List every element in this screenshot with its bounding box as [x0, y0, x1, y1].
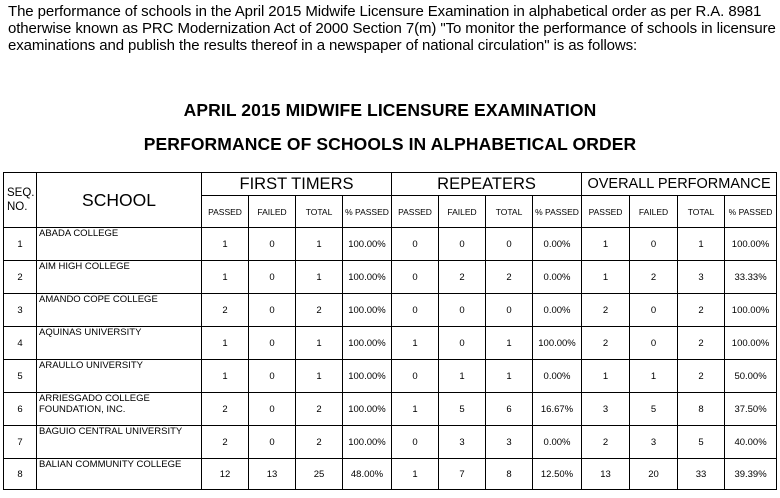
data-cell: 1 [439, 360, 486, 393]
data-cell: 3 [678, 261, 725, 294]
data-cell: 0 [249, 426, 296, 459]
data-cell: 2 [582, 426, 630, 459]
repeaters-failed-header: FAILED [439, 196, 486, 228]
overall-total-header: TOTAL [678, 196, 725, 228]
first-timers-percent-header: % PASSED [343, 196, 392, 228]
data-cell: 13 [582, 459, 630, 490]
table-row [4, 393, 777, 426]
data-cell: 0.00% [533, 360, 582, 393]
group-header-row [4, 173, 777, 196]
data-cell: 2 [582, 294, 630, 327]
table-row [4, 228, 777, 261]
data-cell: 0.00% [533, 228, 582, 261]
data-cell: 0 [249, 393, 296, 426]
data-cell: 1 [296, 360, 343, 393]
data-cell: 0 [486, 228, 533, 261]
seq-no-cell: 3 [4, 294, 37, 327]
seq-no-cell: 6 [4, 393, 37, 426]
data-cell: 0 [630, 294, 678, 327]
data-cell: 2 [202, 294, 249, 327]
data-cell: 40.00% [725, 426, 777, 459]
data-cell: 50.00% [725, 360, 777, 393]
data-cell: 1 [296, 228, 343, 261]
data-cell: 2 [582, 327, 630, 360]
data-cell: 25 [296, 459, 343, 490]
data-cell: 2 [296, 426, 343, 459]
data-cell: 0 [249, 228, 296, 261]
data-cell: 1 [582, 261, 630, 294]
data-cell: 2 [439, 261, 486, 294]
data-cell: 1 [630, 360, 678, 393]
data-cell: 1 [202, 327, 249, 360]
data-cell: 0.00% [533, 426, 582, 459]
data-cell: 0.00% [533, 261, 582, 294]
data-cell: 3 [582, 393, 630, 426]
data-cell: 0 [630, 228, 678, 261]
data-cell: 0 [249, 294, 296, 327]
data-cell: 1 [202, 360, 249, 393]
data-cell: 2 [202, 426, 249, 459]
data-cell: 2 [678, 327, 725, 360]
repeaters-passed-header: PASSED [392, 196, 439, 228]
table-row [4, 426, 777, 459]
repeaters-percent-header: % PASSED [533, 196, 582, 228]
seq-no-cell: 1 [4, 228, 37, 261]
data-cell: 1 [486, 360, 533, 393]
data-cell: 100.00% [343, 426, 392, 459]
data-cell: 20 [630, 459, 678, 490]
data-cell: 100.00% [343, 261, 392, 294]
school-name-cell: ARRIESGADO COLLEGE FOUNDATION, INC. [37, 393, 202, 426]
data-cell: 1 [202, 261, 249, 294]
school-name-cell: BALIAN COMMUNITY COLLEGE [37, 459, 202, 490]
document-title: APRIL 2015 MIDWIFE LICENSURE EXAMINATION [183, 100, 597, 120]
data-cell: 1 [296, 327, 343, 360]
school-performance-table [3, 172, 777, 490]
data-cell: 2 [678, 360, 725, 393]
data-cell: 2 [296, 393, 343, 426]
data-cell: 8 [678, 393, 725, 426]
data-cell: 0 [249, 360, 296, 393]
document-subtitle: PERFORMANCE OF SCHOOLS IN ALPHABETICAL ORDER [143, 134, 637, 154]
data-cell: 37.50% [725, 393, 777, 426]
data-cell: 0 [249, 327, 296, 360]
school-header: SCHOOL [37, 173, 202, 228]
data-cell: 100.00% [343, 360, 392, 393]
data-cell: 2 [202, 393, 249, 426]
school-name-cell: BAGUIO CENTRAL UNIVERSITY [37, 426, 202, 459]
data-cell: 100.00% [533, 327, 582, 360]
data-cell: 8 [486, 459, 533, 490]
first-timers-total-header: TOTAL [296, 196, 343, 228]
school-name-cell: ABADA COLLEGE [37, 228, 202, 261]
table-row [4, 327, 777, 360]
data-cell: 1 [392, 327, 439, 360]
seq-no-cell: 2 [4, 261, 37, 294]
table-row [4, 261, 777, 294]
data-cell: 100.00% [343, 393, 392, 426]
data-cell: 5 [439, 393, 486, 426]
table-row [4, 294, 777, 327]
table-row [4, 360, 777, 393]
data-cell: 100.00% [725, 228, 777, 261]
data-cell: 0 [439, 294, 486, 327]
data-cell: 100.00% [725, 294, 777, 327]
overall-failed-header: FAILED [630, 196, 678, 228]
data-cell: 0 [392, 426, 439, 459]
school-name-cell: AQUINAS UNIVERSITY [37, 327, 202, 360]
seq-no-header-line2: NO. [7, 201, 28, 213]
data-cell: 100.00% [343, 228, 392, 261]
data-cell: 0.00% [533, 294, 582, 327]
data-cell: 48.00% [343, 459, 392, 490]
data-cell: 0 [630, 327, 678, 360]
data-cell: 5 [630, 393, 678, 426]
data-cell: 7 [439, 459, 486, 490]
seq-no-cell: 4 [4, 327, 37, 360]
overall-performance-header: OVERALL PERFORMANCE [582, 173, 777, 196]
school-name-cell: ARAULLO UNIVERSITY [37, 360, 202, 393]
data-cell: 0 [392, 261, 439, 294]
data-cell: 3 [630, 426, 678, 459]
data-cell: 5 [678, 426, 725, 459]
data-cell: 33.33% [725, 261, 777, 294]
first-timers-header: FIRST TIMERS [202, 173, 392, 196]
data-cell: 0 [249, 261, 296, 294]
data-cell: 3 [486, 426, 533, 459]
seq-no-cell: 5 [4, 360, 37, 393]
table-row [4, 459, 777, 490]
data-cell: 1 [582, 228, 630, 261]
data-cell: 0 [392, 294, 439, 327]
overall-percent-header: % PASSED [725, 196, 777, 228]
data-cell: 12 [202, 459, 249, 490]
overall-passed-header: PASSED [582, 196, 630, 228]
data-cell: 100.00% [343, 294, 392, 327]
data-cell: 33 [678, 459, 725, 490]
data-cell: 1 [582, 360, 630, 393]
data-cell: 100.00% [725, 327, 777, 360]
repeaters-total-header: TOTAL [486, 196, 533, 228]
data-cell: 0 [392, 228, 439, 261]
data-cell: 13 [249, 459, 296, 490]
data-cell: 2 [296, 294, 343, 327]
data-cell: 1 [486, 327, 533, 360]
data-cell: 0 [439, 228, 486, 261]
first-timers-passed-header: PASSED [202, 196, 249, 228]
data-cell: 0 [486, 294, 533, 327]
seq-no-cell: 8 [4, 459, 37, 490]
school-name-cell: AMANDO COPE COLLEGE [37, 294, 202, 327]
data-cell: 2 [630, 261, 678, 294]
data-cell: 0 [392, 360, 439, 393]
data-cell: 2 [678, 294, 725, 327]
data-cell: 0 [439, 327, 486, 360]
data-cell: 1 [296, 261, 343, 294]
school-name-cell: AIM HIGH COLLEGE [37, 261, 202, 294]
data-cell: 2 [486, 261, 533, 294]
data-cell: 39.39% [725, 459, 777, 490]
data-cell: 1 [392, 459, 439, 490]
seq-no-header [4, 173, 37, 228]
data-cell: 1 [678, 228, 725, 261]
data-cell: 16.67% [533, 393, 582, 426]
data-cell: 1 [392, 393, 439, 426]
intro-paragraph: The performance of schools in the April 2015 Midwife Licensure Examination in alphabetical order as per R.A. 8981 otherwise known as PRC Modernization Act of 2000 Section 7(m) "To monitor the performance of schools in licensure examinations and publish the results thereof in a newspaper of national circulation" is as follows: [8, 3, 776, 54]
data-cell: 6 [486, 393, 533, 426]
data-cell: 12.50% [533, 459, 582, 490]
seq-no-header-line1: SEQ. [7, 187, 35, 199]
first-timers-failed-header: FAILED [249, 196, 296, 228]
seq-no-cell: 7 [4, 426, 37, 459]
data-cell: 1 [202, 228, 249, 261]
data-cell: 100.00% [343, 327, 392, 360]
repeaters-header: REPEATERS [392, 173, 582, 196]
data-cell: 3 [439, 426, 486, 459]
